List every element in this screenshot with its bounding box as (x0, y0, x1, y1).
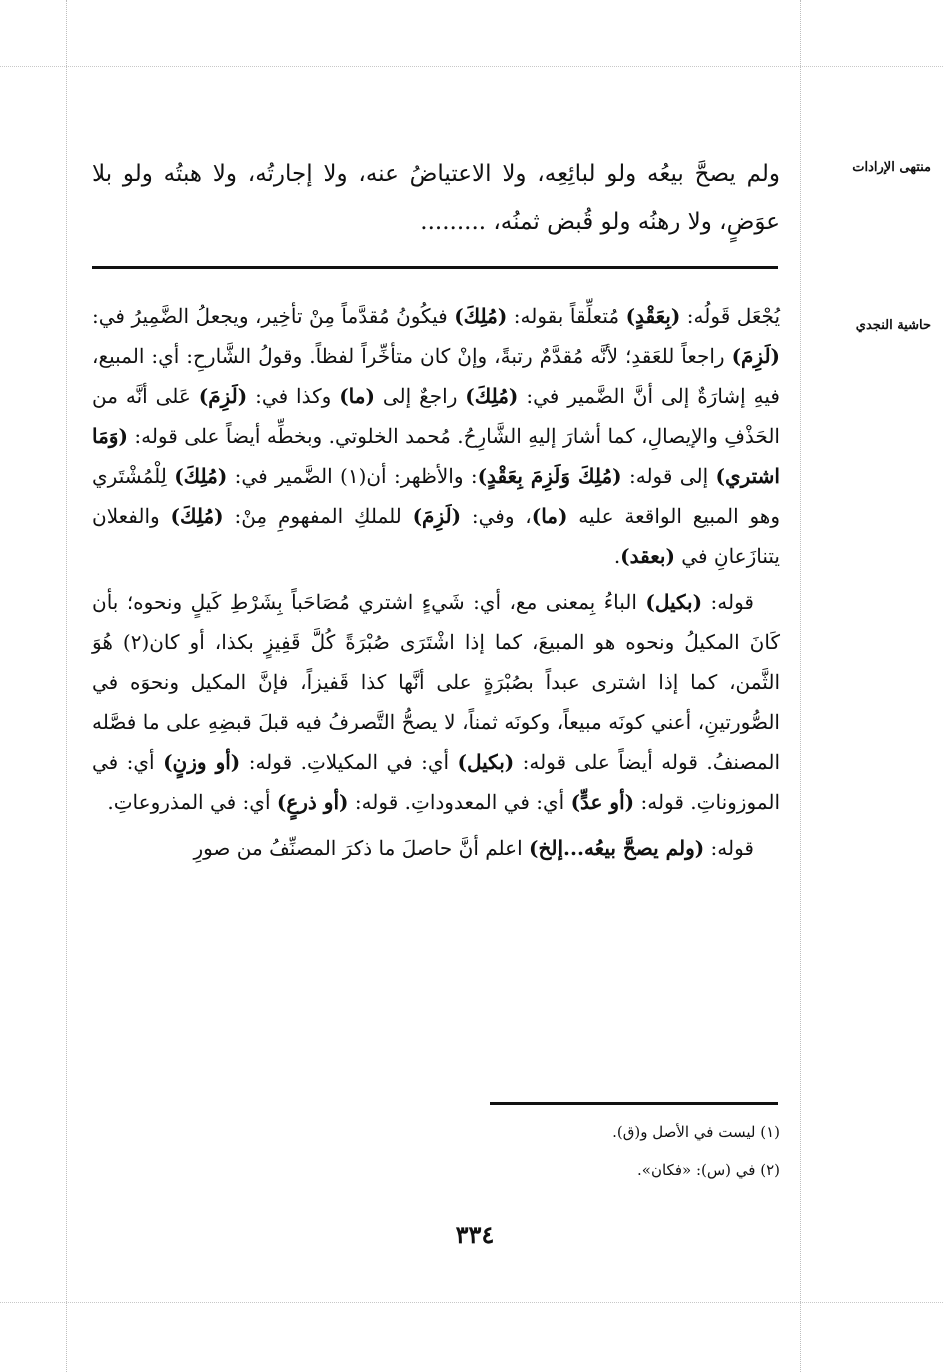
commentary-text: للملكِ المفهومِ مِنْ: (223, 504, 413, 528)
quoted-term: (مُلِكَ) (454, 304, 508, 328)
quoted-term: (بكيل) (457, 750, 515, 774)
scan-guide-top (0, 66, 943, 67)
quoted-term: (ولم يصحَّ بيعُه...إلخ) (529, 836, 705, 860)
footnotes (400, 1122, 780, 1198)
commentary-text: إلى قوله: (621, 464, 716, 488)
quoted-term: (ما) (531, 504, 568, 528)
commentary-text: اعلم أنَّ حاصلَ ما ذكرَ المصنِّفُ من صورِ (193, 836, 530, 860)
quoted-term: (بعقد) (620, 544, 675, 568)
commentary-text: والفعلان يتنازَعانِ في (92, 504, 780, 568)
commentary-paragraph-2 (92, 582, 780, 822)
commentary-label: حاشية النجدي (855, 318, 931, 333)
quoted-term: (لَزِمَ) (198, 384, 248, 408)
quoted-term: (مُلِكَ) (174, 464, 228, 488)
quoted-term: (بِعَقْدٍ) (625, 304, 681, 328)
commentary-paragraph-3 (92, 828, 780, 868)
page-number: ٣٣٤ (455, 1220, 495, 1249)
quoted-term: (مُلِكَ) (465, 384, 519, 408)
commentary-text: لِلْمُشْتَري وهو المبيع الواقعة عليه (92, 464, 780, 528)
quoted-term: (ما) (339, 384, 375, 408)
quoted-term: (بكيل) (645, 590, 703, 614)
quoted-term: (لَزِمَ) (731, 344, 780, 368)
commentary-text: وكذا في: (247, 384, 340, 408)
commentary-text: أي: في المذروعاتِ. (107, 790, 277, 814)
footnote-1: (١) ليست في الأصل و(ق). (612, 1123, 780, 1141)
commentary-text: . (613, 544, 621, 568)
quoted-term: (مُلِكَ) (170, 504, 224, 528)
footnote-2: (٢) في (س): «فكان». (637, 1161, 780, 1179)
footnote-divider (490, 1102, 778, 1105)
commentary-text: راجعٌ إلى (374, 384, 466, 408)
quoted-term: (لَزِمَ) (412, 504, 462, 528)
scan-guide-bottom (0, 1302, 943, 1303)
commentary-text: مُتعلِّقاً بقوله: (507, 304, 626, 328)
commentary-paragraph-1 (92, 296, 780, 576)
quoted-term: (مُلِكَ وَلَزِمَ بِعَقْدٍ) (477, 464, 622, 488)
commentary-text: أي: في المكيلاتِ. قوله: (240, 750, 458, 774)
commentary-text: راجعاً للعَقدِ؛ لأنَّه مُقدَّمٌ رتبةً، وإنْ كان متأخِّراً لفظاً. وقولُ الشَّارحِ: أي: المبيع، فيهِ إشارَةٌ إلى أنَّ الضَّمير في: (92, 344, 780, 408)
commentary-text: أي: في المعدوداتِ. قوله: (348, 790, 571, 814)
commentary-text: أي: في الموزوناتِ. قوله: (92, 750, 780, 814)
commentary-text: يُجْعَل قَولُه: (680, 304, 781, 328)
commentary-text: الباءُ بِمعنى مع، أي: شَيءٍ اشتري مُصَاحَباً بِشَرْطِ كَيلٍ ونحوه؛ بأن كَانَ المكيلُ ونحوه هو المبيعَ، كما إذا اشْتَرَى صُبْرَةً كُلَّ قَفِيزٍ بكذا، أو كان(٢) هُوَ الثَّمن، كما إذا اشترى عبداً بصُبْرَةٍ على أنَّها كذا قَفيزاً، فإنَّ المكيل ونحوَه في الصُّورتينِ، أعني كونَه مبيعاً، وكونَه ثمناً، لا يصحُّ التَّصرفُ فيه قبلَ قبضِهِ على ما فصَّله المصنفُ. قوله أيضاً على قوله: (92, 590, 781, 774)
commentary-body (92, 296, 780, 874)
scan-guide-left (66, 0, 67, 1372)
quoted-term: (أو وزنٍ) (163, 750, 241, 774)
quoted-term: (أو ذرعٍ) (276, 790, 349, 814)
commentary-text: قوله: (704, 836, 754, 860)
main-divider (92, 266, 778, 269)
commentary-text: فيكُونُ مُقدَّماً مِنْ تأخِير، ويجعلُ الضَّمِيرُ في: (92, 304, 455, 328)
main-text: ولم يصحَّ بيعُه ولو لبائِعِه، ولا الاعتياضُ عنه، ولا إجارتُه، ولا هبتُه ولو بلا عوَضٍ، ولا رهنُه ولو قُبض ثمنُه، ......... (92, 161, 780, 235)
commentary-text: ، وفي: (461, 504, 532, 528)
main-text-label: منتهى الإرادات (852, 160, 931, 175)
quoted-term: (وَمَا اشتري) (92, 424, 780, 488)
quoted-term: (أو عدٍّ) (570, 790, 635, 814)
commentary-text: : والأظهر: أن(١) الضَّمير في: (227, 464, 478, 488)
scan-guide-right (800, 0, 801, 1372)
commentary-text: قوله: (702, 590, 754, 614)
commentary-text: عَلى أنَّه من الحَذْفِ والإيصالِ، كما أشارَ إليهِ الشَّارِحُ. مُحمد الخلوتي. وبخطِّه أيضاً على قوله: (92, 384, 780, 448)
